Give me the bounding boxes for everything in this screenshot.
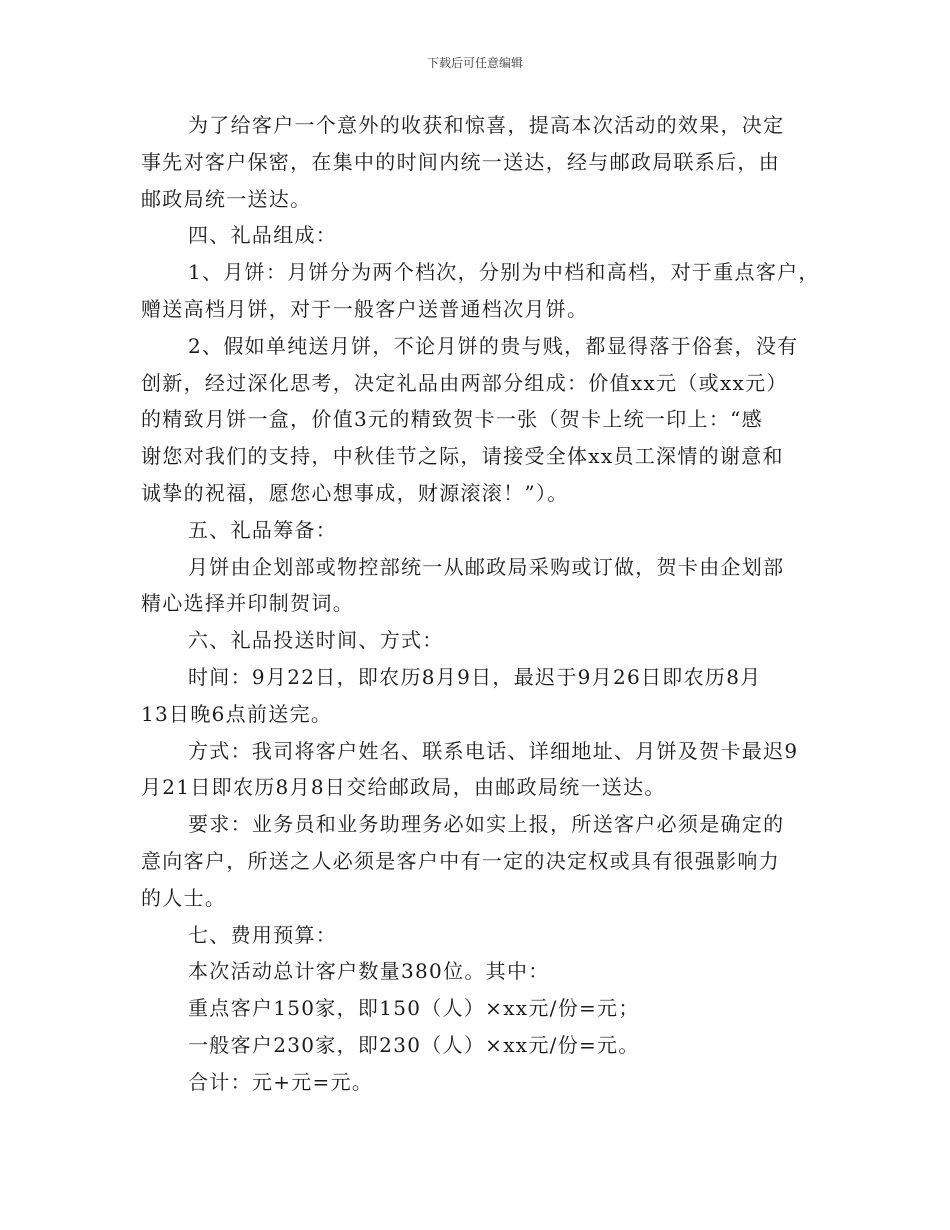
text-line: 月21日即农历8月8日交给邮政局，由邮政局统一送达。 xyxy=(141,775,666,800)
text-line: 2、假如单纯送月饼，不论月饼的贵与贱，都显得落于俗套，没有 xyxy=(188,333,799,358)
text-line: 赠送高档月饼，对于一般客户送普通档次月饼。 xyxy=(141,296,589,321)
text-line: 的人士。 xyxy=(141,885,227,910)
text-line: 方式：我司将客户姓名、联系电话、详细地址、月饼及贺卡最迟9 xyxy=(188,738,799,763)
text-line: 事先对客户保密，在集中的时间内统一送达，经与邮政局联系后，由 xyxy=(141,149,780,174)
text-line: 合计：元+元=元。 xyxy=(188,1069,374,1094)
text-line: 六、礼品投送时间、方式： xyxy=(188,628,444,653)
text-line: 邮政局统一送达。 xyxy=(141,186,312,211)
text-line: 创新，经过深化思考，决定礼品由两部分组成：价值xx元（或xx元） xyxy=(141,370,788,395)
text-line: 为了给客户一个意外的收获和惊喜，提高本次活动的效果，决定 xyxy=(188,113,785,137)
text-line: 1、月饼：月饼分为两个档次，分别为中档和高档，对于重点客户， xyxy=(188,260,820,285)
text-line: 要求：业务员和业务助理务必如实上报，所送客户必须是确定的 xyxy=(188,812,785,837)
document-body xyxy=(141,107,821,1101)
text-line: 意向客户，所送之人必须是客户中有一定的决定权或具有很强影响力 xyxy=(141,848,780,873)
text-line: 五、礼品筹备： xyxy=(188,517,338,542)
text-line: 时间：9月22日，即农历8月9日，最迟于9月26日即农历8月 xyxy=(188,664,762,689)
text-line: 精心选择并印制贺词。 xyxy=(141,591,354,616)
text-line: 七、费用预算： xyxy=(188,922,338,947)
text-line: 月饼由企划部或物控部统一从邮政局采购或订做，贺卡由企划部 xyxy=(188,554,785,579)
text-line: 诚挚的祝福，愿您心想事成，财源滚滚！”）。 xyxy=(141,480,569,505)
text-line: 本次活动总计客户数量380位。其中： xyxy=(188,959,550,984)
text-line: 谢您对我们的支持，中秋佳节之际，请接受全体xx员工深情的谢意和 xyxy=(141,444,784,469)
text-line: 的精致月饼一盒，价值3元的精致贺卡一张（贺卡上统一印上：“感 xyxy=(141,407,763,432)
text-line: 一般客户230家，即230（人）×xx元/份=元。 xyxy=(188,1032,640,1057)
text-line: 13日晚6点前送完。 xyxy=(141,701,333,726)
text-line: 四、礼品组成： xyxy=(188,223,338,248)
page-header: 下载后可任意编辑 xyxy=(426,56,523,70)
text-line: 重点客户150家，即150（人）×xx元/份=元； xyxy=(188,996,640,1021)
